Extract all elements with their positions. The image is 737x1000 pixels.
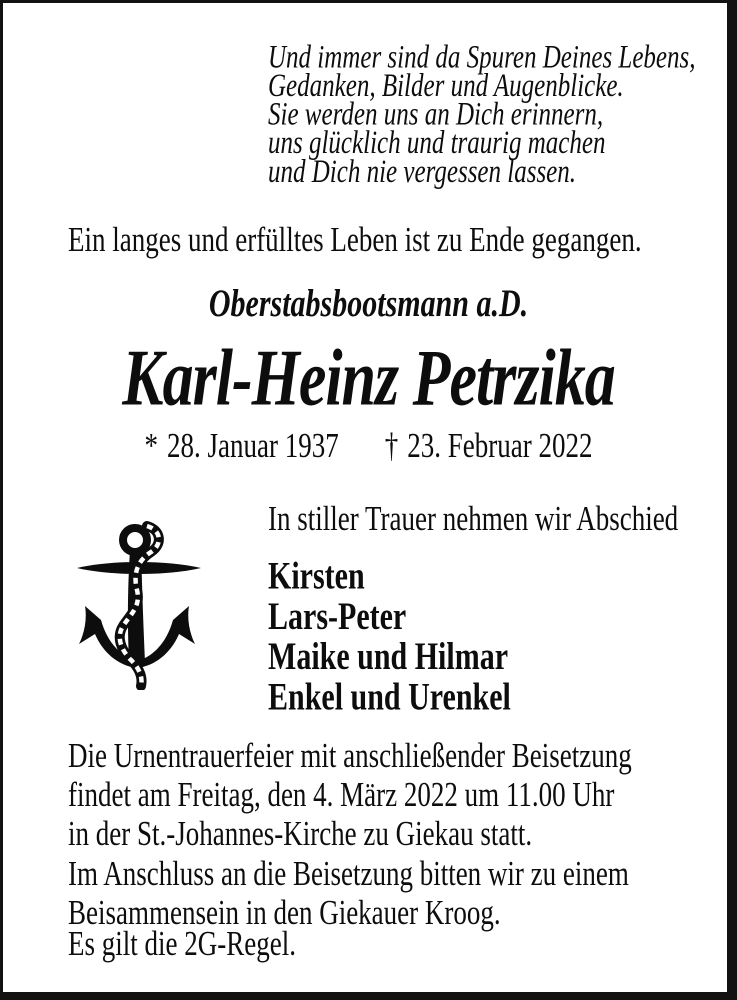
poem-line: Und immer sind da Spuren Deines Lebens, [268, 40, 696, 76]
funeral-details-line: in der St.-Johannes-Kirche zu Giekau statt. [68, 814, 533, 853]
poem-line: Gedanken, Bilder und Augenblicke. [268, 68, 624, 104]
scan-border-right [727, 0, 737, 1000]
birth-date-text: 28. Januar 1937 [167, 426, 339, 465]
memorial-poem [268, 40, 696, 190]
poem-line: uns glücklich und traurig machen [268, 125, 606, 161]
deceased-name: Karl-Heinz Petrzika [122, 334, 615, 423]
farewell-line: In stiller Trauer nehmen wir Abschied [268, 499, 679, 538]
scan-border-bottom [0, 992, 737, 1000]
mourner-name: Lars-Peter [268, 595, 407, 638]
poem-line: und Dich nie vergessen lassen. [268, 154, 577, 190]
rank-title: Oberstabsbootsmann a.D. [208, 282, 529, 325]
poem-line: Sie werden uns an Dich erinnern, [268, 97, 604, 133]
funeral-details-line: findet am Freitag, den 4. März 2022 um 11.00 Uhr [68, 775, 615, 814]
funeral-details-line: Die Urnentrauerfeier mit anschließender Beisetzung [68, 736, 632, 775]
mourner-name: Enkel und Urenkel [268, 675, 511, 719]
covid-rule: Es gilt die 2G-Regel. [68, 924, 296, 963]
reception-line: Im Anschluss an die Beisetzung bitten wir zu einem [68, 854, 629, 893]
anchor-icon [74, 520, 204, 690]
mourner-name: Maike und Hilmar [268, 635, 509, 679]
death-cross-symbol: † [384, 426, 399, 465]
birth-star-symbol: * [144, 426, 159, 465]
death-date-text: 23. Februar 2022 [407, 426, 593, 465]
mourners-list [268, 556, 511, 717]
reception-details [68, 854, 629, 932]
death-date [385, 426, 593, 466]
scan-border-top [0, 0, 737, 3]
funeral-details [68, 736, 632, 853]
reception-line: Beisammensein in den Giekauer Kroog. [68, 893, 501, 932]
mourner-name: Kirsten [268, 554, 365, 598]
scan-border-left [0, 0, 3, 1000]
birth-date [145, 426, 339, 466]
intro-sentence: Ein langes und erfülltes Leben ist zu Ende gegangen. [68, 220, 642, 259]
life-dates [0, 426, 737, 466]
